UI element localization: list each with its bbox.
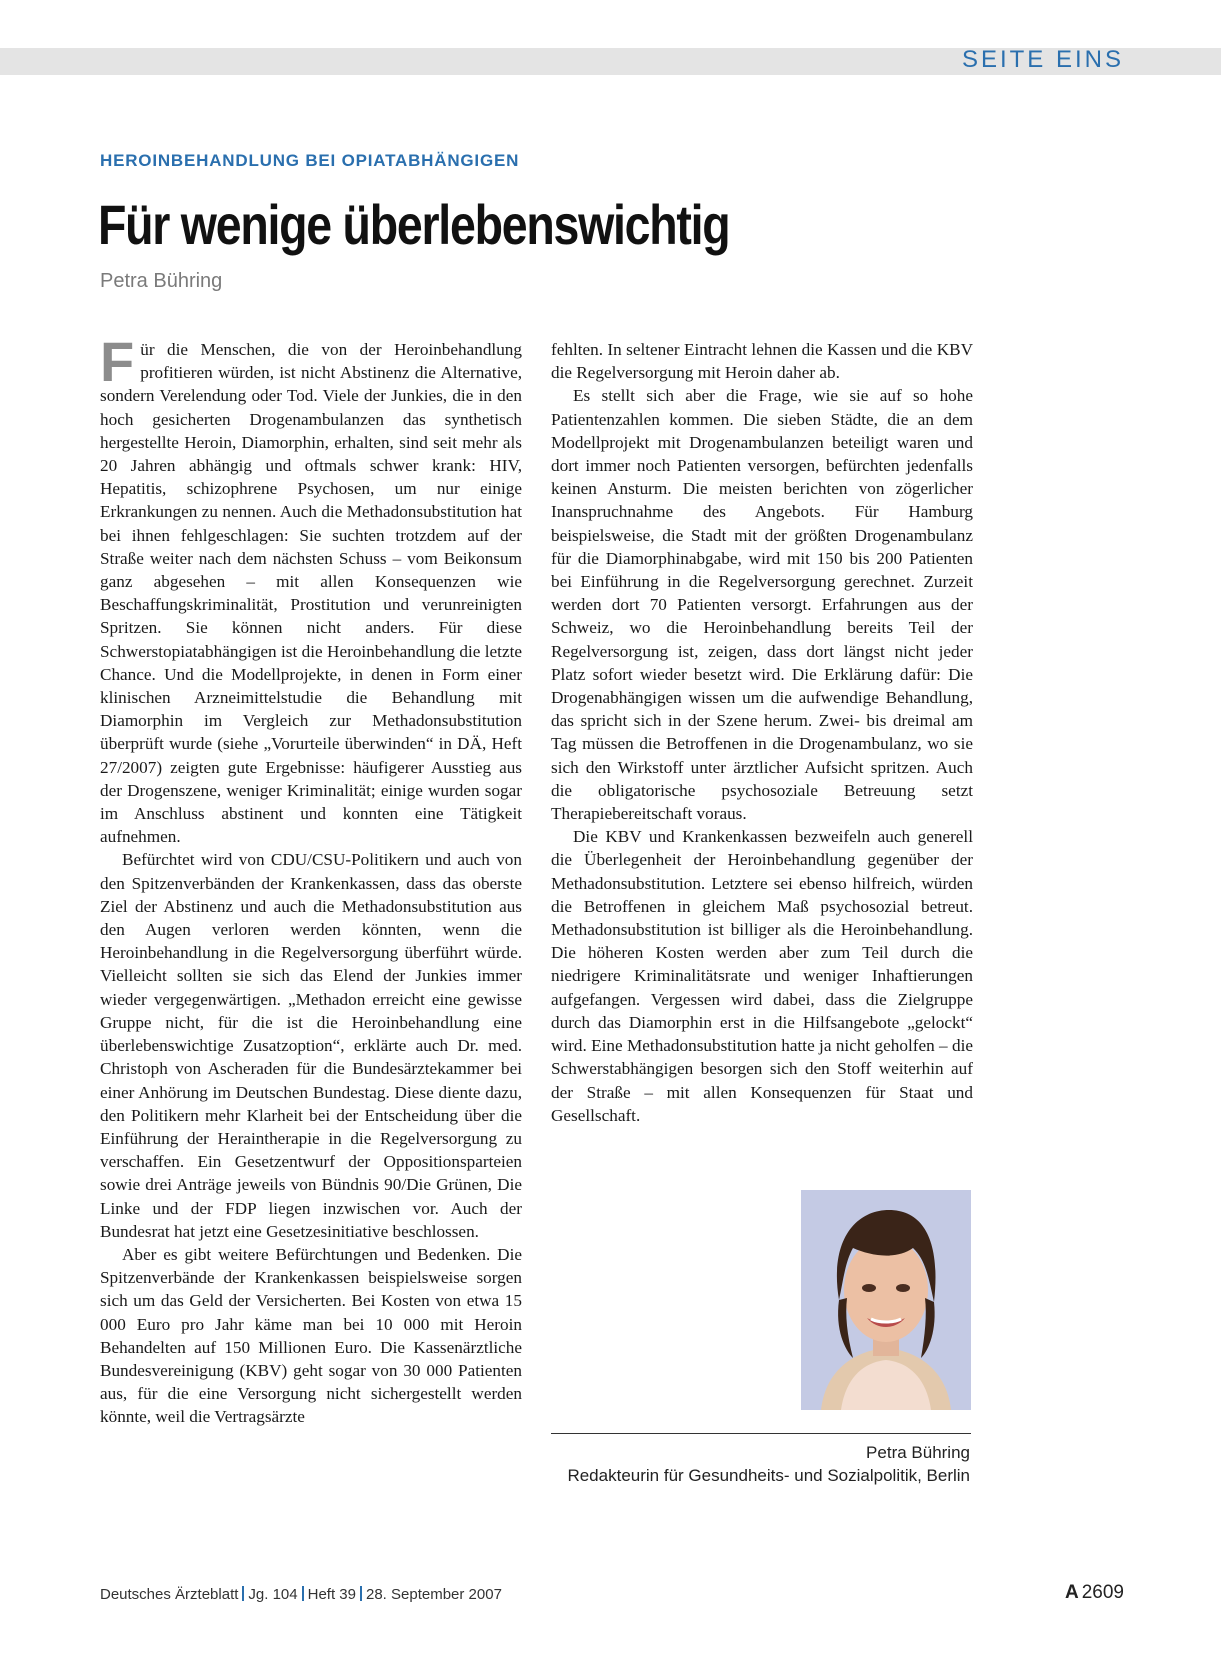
paragraph: Befürchtet wird von CDU/CSU-Politikern und auch von den Spitzenverbänden der Krankenkassen, dass das oberste Ziel der Abstinenz und auch die Methadonsubstitution aus den Augen verloren werden könnten, wenn die Heroinbehandlung in die Regelversorgung überführt würde. Vielleicht sollten sie sich das Elend der Junkies immer wieder vergegenwärtigen. „Methadon erreicht eine gewisse Gruppe nicht, für die ist die Heroinbehandlung eine überlebenswichtige Zusatzoption“, erklärte auch Dr. med. Christoph von Ascheraden für die Bundesärztekammer bei einer Anhörung im Deutschen Bundestag. Diese diente dazu, den Politikern mehr Klarheit bei der Entscheidung über die Einführung der Heraintherapie in die Regelversorgung zu verschaffen. Ein Gesetzentwurf der Oppositionsparteien sowie drei Anträge jeweils von Bündnis 90/Die Grünen, Die Linke und der FDP liegen inzwischen vor. Auch der Bundesrat hat jetzt eine Gesetzesinitiative beschlossen.	[100, 850, 522, 1241]
footer-separator	[360, 1586, 362, 1601]
footer-journal: Deutsches Ärzteblatt	[100, 1586, 239, 1603]
caption-divider	[551, 1433, 971, 1434]
drop-cap: F	[100, 330, 135, 393]
footer-volume: Jg. 104	[248, 1586, 298, 1603]
footer-separator	[302, 1586, 304, 1601]
page-number-value: 2609	[1081, 1582, 1124, 1603]
article-headline: Für wenige überlebenswichtig	[98, 193, 730, 256]
footer-issue: Heft 39	[307, 1586, 356, 1603]
paragraph: Es stellt sich aber die Frage, wie sie auf so hohe Patientenzahlen kommen. Die sieben Städte, die an dem Modellprojekt mit Drogenambulanzen beteiligt waren und dort immer noch Patienten versorgen, befürchten jedenfalls keinen Ansturm. Die meisten berichten von zögerlicher Inanspruchnahme des Angebots. Für Hamburg beispielsweise, die Stadt mit der größten Drogenambulanz für die Diamorphinabgabe, wird mit 150 bis 200 Patienten bei Einführung in die Regelversorgung gerechnet. Zurzeit werden dort 70 Patienten versorgt. Erfahrungen aus der Schweiz, wo die Heroinbehandlung bereits Teil der Regelversorgung ist, zeigen, dass dort längst nicht jeder Platz sofort wieder besetzt wird. Die Erklärung dafür: Die Drogenabhängigen wissen um die aufwendige Behandlung, das spricht sich in der Szene herum. Zwei- bis dreimal am Tag müssen die Betroffenen in die Drogenambulanz, wo sie sich den Wirkstoff unter ärztlicher Aufsicht spritzen. Auch die obligatorische psychosoziale Betreuung setzt Therapiebereitschaft voraus.	[551, 386, 973, 824]
paragraph: Die KBV und Krankenkassen bezweifeln auch generell die Überlegenheit der Heroinbehandlung gegenüber der Methadonsubstitution. Letztere sei ebenso hilfreich, würden die Betroffenen in gleichem Maß psychosozial betreut. Methadonsubstitution ist billiger als die Heroinbehandlung. Die höheren Kosten werden aber zum Teil durch die niedrigere Kriminalitätsrate und weniger Inhaftierungen aufgefangen. Vergessen wird dabei, dass die Zielgruppe durch das Diamorphin erst in die Hilfsangebote „gelockt“ wird. Eine Methadonsubstitution hatte ja nicht geholfen – die Schwerstabhängigen besorgen sich den Stoff weiterhin auf der Straße – mit allen Konsequenzen für Staat und Gesellschaft.	[551, 827, 973, 1125]
author-box-role: Redakteurin für Gesundheits- und Sozialpolitik, Berlin	[567, 1466, 970, 1485]
page-prefix: A	[1064, 1582, 1079, 1603]
author-portrait	[801, 1190, 971, 1410]
paragraph: Aber es gibt weitere Befürchtungen und Bedenken. Die Spitzenverbände der Krankenkassen beispielsweise sorgen sich um das Geld der Versicherten. Bei Kosten von etwa 15 000 Euro pro Jahr käme man bei 10 000 mit Heroin Behandelten auf 150 Millionen Euro. Die Kassenärztliche Bundesvereinigung (KBV) geht sogar von 30 000 Patienten aus, für die eine Versorgung nicht sichergestellt werden könnte, weil die Vertragsärzte	[100, 1244, 522, 1427]
article-kicker: HEROINBEHANDLUNG BEI OPIATABHÄNGIGEN	[100, 151, 520, 170]
article-author: Petra Bühring	[100, 270, 223, 292]
paragraph: fehlten. In seltener Eintracht lehnen die Kassen und die KBV die Regelversorgung mit Heroin daher ab.	[551, 340, 973, 383]
footer-separator	[242, 1586, 244, 1601]
section-label: SEITE EINS	[961, 46, 1124, 73]
page-number	[1065, 1582, 1124, 1604]
author-portrait-image	[801, 1190, 971, 1410]
footer-date: 28. September 2007	[366, 1586, 502, 1603]
left-column	[100, 330, 522, 1429]
author-box-name: Petra Bühring	[866, 1443, 970, 1462]
paragraph: Für die Menschen, die von der Heroinbehandlung profitieren würden, ist nicht Abstinenz die Alternative, sondern Verelendung oder Tod. Viele der Junkies, die in den hoch gesicherten Drogenambulanzen das synthetisch hergestellte Heroin, Diamorphin, erhalten, sind seit mehr als 20 Jahren abhängig und oftmals schwer krank: HIV, Hepatitis, schizophrene Psychosen, um nur einige Erkrankungen zu nennen. Auch die Methadonsubstitution hat bei ihnen fehlgeschlagen: Sie suchten trotzdem auf der Straße weiter nach dem nächsten Schuss – vom Beikonsum ganz abgesehen – mit allen Konsequenzen wie Beschaffungskriminalität, Prostitution und verunreinigten Spritzen. Sie können nicht anders. Für diese Schwerstopiatabhängigen ist die Heroinbehandlung die letzte Chance. Und die Modellprojekte, in denen in Form einer klinischen Arzneimittelstudie die Behandlung mit Diamorphin im Vergleich zur Methadonsubstitution überprüft wurde (siehe „Vorurteile überwinden“ in DÄ, Heft 27/2007) zeigten gute Ergebnisse: häufigerer Ausstieg aus der Drogenszene, weniger Kriminalität; einige wurden sogar im Anschluss abstinent und konnten eine Tätigkeit aufnehmen.	[100, 330, 522, 847]
footer-citation	[100, 1586, 502, 1603]
right-column	[551, 338, 973, 1127]
